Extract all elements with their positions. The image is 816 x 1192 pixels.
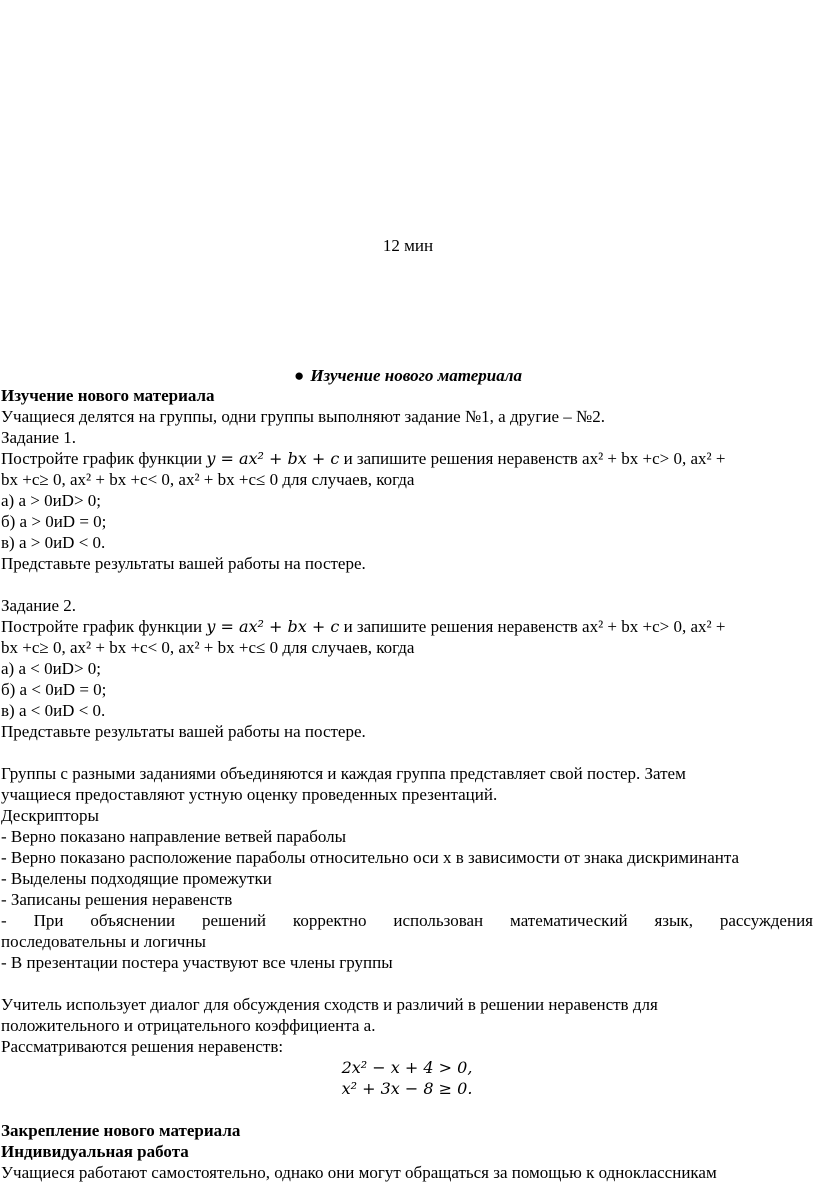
intro-text: Учащиеся делятся на группы, одни группы выполняют задание №1, а другие – №2.: [1, 407, 605, 426]
groups-text-1: Группы с разными заданиями объединяются и каждая группа представляет свой постер. Затем: [1, 764, 686, 783]
task2-suffix: и запишите решения неравенств ax² + bx +c> 0, ax² +: [339, 617, 726, 636]
equation-1: 2x² − x + 4 > 0,: [341, 1058, 473, 1077]
heading-individual-work: Индивидуальная работа: [1, 1142, 189, 1161]
task1-line1: [1, 448, 813, 469]
teacher-text-2: положительного и отрицательного коэффициента a.: [1, 1016, 376, 1035]
task1-case-a: а) a > 0иD> 0;: [1, 491, 102, 510]
equation-2: x² + 3x − 8 ≥ 0.: [341, 1079, 473, 1098]
groups-text-2: учащиеся предоставляют устную оценку проведенных презентаций.: [1, 785, 498, 804]
descriptor-item: - Верно показано расположение параболы относительно оси x в зависимости от знака дискриминанта: [1, 848, 740, 867]
spacer: [1, 1099, 813, 1120]
equations-block: [1, 1057, 813, 1099]
descriptor-item: последовательны и логичны: [1, 932, 206, 951]
document-body: [1, 385, 813, 1183]
task1-case-b: б) a > 0иD = 0;: [1, 512, 107, 531]
heading-consolidation: Закрепление нового материала: [1, 1121, 241, 1140]
last-text: Учащиеся работают самостоятельно, однако они могут обращаться за помощью к одноклассникам: [1, 1163, 717, 1182]
spacer: [1, 574, 813, 595]
descriptors-title: Дескрипторы: [1, 806, 99, 825]
task2-line1: [1, 616, 813, 637]
bullet-icon: ●: [294, 366, 305, 385]
task1-formula: y = ax² + bx + c: [206, 449, 340, 468]
task2-poster: Представьте результаты вашей работы на постере.: [1, 722, 366, 741]
section-heading: [0, 366, 816, 386]
spacer: [1, 742, 813, 763]
section-heading-text: Изучение нового материала: [310, 366, 522, 385]
task1-line2: bx +c≥ 0, ax² + bx +c< 0, ax² + bx +c≤ 0 для случаев, когда: [1, 470, 415, 489]
time-label: 12 мин: [382, 236, 434, 255]
task1-title: Задание 1.: [1, 428, 76, 447]
task2-case-b: б) a < 0иD = 0;: [1, 680, 107, 699]
descriptor-item: - Верно показано направление ветвей параболы: [1, 827, 347, 846]
task2-case-c: в) a < 0иD < 0.: [1, 701, 106, 720]
heading-new-material: Изучение нового материала: [1, 386, 215, 405]
considered-text: Рассматриваются решения неравенств:: [1, 1037, 284, 1056]
task1-suffix: и запишите решения неравенств ax² + bx +c> 0, ax² +: [339, 449, 726, 468]
descriptor-item: - При объяснении решений корректно использован математический язык, рассуждения: [1, 911, 813, 930]
descriptor-item: - Записаны решения неравенств: [1, 890, 233, 909]
task2-case-a: а) a < 0иD> 0;: [1, 659, 102, 678]
descriptor-item: - В презентации постера участвуют все члены группы: [1, 953, 393, 972]
teacher-text-1: Учитель использует диалог для обсуждения сходств и различий в решении неравенств для: [1, 995, 658, 1014]
spacer: [1, 973, 813, 994]
task2-prefix: Постройте график функции: [1, 617, 207, 636]
descriptor-item: - Выделены подходящие промежутки: [1, 869, 272, 888]
task1-case-c: в) a > 0иD < 0.: [1, 533, 106, 552]
task1-poster: Представьте результаты вашей работы на постере.: [1, 554, 366, 573]
task2-line2: bx +c≥ 0, ax² + bx +c< 0, ax² + bx +c≤ 0 для случаев, когда: [1, 638, 415, 657]
task2-title: Задание 2.: [1, 596, 76, 615]
task2-formula: y = ax² + bx + c: [206, 617, 340, 636]
task1-prefix: Постройте график функции: [1, 449, 207, 468]
